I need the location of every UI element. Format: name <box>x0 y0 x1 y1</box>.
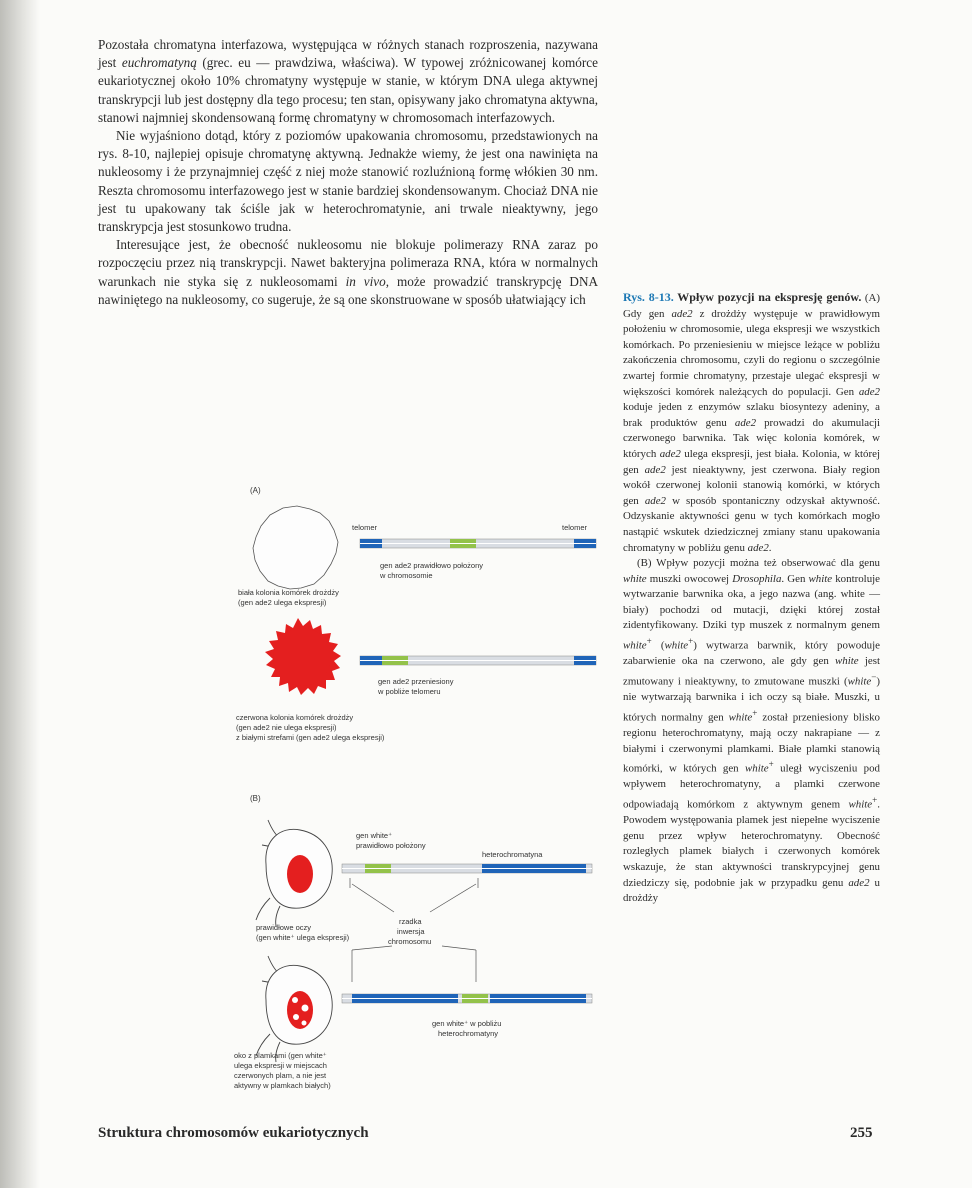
normal-eye-label-1: prawidłowe oczy <box>256 923 312 932</box>
page-number: 255 <box>850 1125 873 1141</box>
spotted-eye-label-1: oko z plamkami (gen white⁺ <box>234 1051 327 1060</box>
fly-head-spotted <box>256 956 332 1062</box>
inversion-label-2: inwersja <box>397 927 425 936</box>
paragraph-active-chromatin: Nie wyjaśniono dotąd, który z poziomów upakowania chromosomu, przedstawionych na rys. 8-10, najlepiej opisuje chromatynę aktywną. Jednakże wiemy, że jest ona nawinięta na nukleosomy i że przynajmniej część z niej może stanowić rozluźnioną formę włókien 30 nm. Reszta chromosomu interfazowego jest w stanie bardziej skondensowanym. Chociaż DNA nie jest tu upakowany tak ściśle jak w heterochromatynie, ani trwale nieaktywny, jego transkrypcja jest stosunkowo trudna. <box>98 128 598 235</box>
spotted-eye-label-2: ulega ekspresji w miejscach <box>234 1061 327 1070</box>
red-colony-label-1: czerwona kolonia komórek drożdży <box>236 713 354 722</box>
chromosome-ade2-normal <box>360 539 596 548</box>
spotted-eye <box>287 991 313 1029</box>
inversion-label-1: rzadka <box>399 917 422 926</box>
paragraph-euchromatin: Pozostała chromatyna interfazowa, występująca w różnych stanach rozproszenia, nazywana jest euchromatyną (grec. eu — prawdziwa, właściwa). W typowej zróżnicowanej komórce eukariotycznej około 10% chromatyny występuje w stanie, w którym DNA ulega aktywnej transkrypcji lub jest dostępny dla tego procesu; ten stan, opisywany jako chromatyna aktywna, stanowi najmniej skondensowaną formę chromatyny w chromosomach interfazowych. <box>98 37 598 125</box>
telomer-left-label: telomer <box>352 523 378 532</box>
fly-head-normal <box>256 820 332 926</box>
white-yeast-colony <box>253 506 338 589</box>
white-colony-label-2: (gen ade2 ulega ekspresji) <box>238 598 327 607</box>
chromosome-white-inverted <box>342 994 592 1003</box>
inversion-label-3: chromosomu <box>388 937 432 946</box>
caption-number: Rys. 8-13. <box>623 290 674 304</box>
telomer-right-label: telomer <box>562 523 588 532</box>
panel-a-label: (A) <box>250 486 261 495</box>
spotted-eye-label-4: aktywny w plamkach białych) <box>234 1081 331 1090</box>
spotted-eye-label-3: czerwonych plam, a nie jest <box>234 1071 327 1080</box>
gene-normal-label-1: gen ade2 prawidłowo położony <box>380 561 483 570</box>
paragraph-rna-polymerase: Interesujące jest, że obecność nukleosomu nie blokuje polimerazy RNA zaraz po rozpoczęciu przez nią transkrypcji. Nawet bakteryjna polimeraza RNA, która w normalnych warunkach nie styka się z nukleosomami in vivo, może prowadzić transkrypcję DNA nawiniętego na nukleosomy, co sugeruje, że są one skonstruowane w sposób ułatwiający ich <box>98 237 598 307</box>
near-het-label-1: gen white⁺ w pobliżu <box>432 1019 502 1028</box>
red-colony-core <box>273 628 331 686</box>
near-het-label-2: heterochromatyny <box>438 1029 499 1038</box>
caption-title: Wpływ pozycji na ekspresję genów. <box>677 290 862 304</box>
chromosome-white-normal <box>342 864 592 888</box>
white-colony-label-1: biała kolonia komórek drożdży <box>238 588 339 597</box>
panel-b-label: (B) <box>250 794 261 803</box>
red-colony-label-2: (gen ade2 nie ulega ekspresji) <box>236 723 337 732</box>
white-gene-label-1: gen white⁺ <box>356 831 393 840</box>
chromosome-ade2-moved <box>360 656 596 665</box>
red-colony-label-3: z białymi strefami (gen ade2 ulega ekspresji) <box>236 733 385 742</box>
caption-part-a: Rys. 8-13. Wpływ pozycji na ekspresję genów. (A) Gdy gen ade2 z drożdży występuje w prawidłowym położeniu w chromosomie, ulega ekspresji we wszystkich komórkach. Po przeniesieniu w miejsce leżące w pobliżu zakończenia chromosomu, czyli do regionu o szczególnie zwartej formie chromatyny, przestaje ulegać ekspresji w większości komórek należących do populacji. Gen ade2 koduje jeden z enzymów szlaku biosyntezy adeniny, a brak produktów genu ade2 prowadzi do akumulacji czerwonego barwnika. Tak więc kolonia komórek, w których ade2 ulega ekspresji, jest biała. Kolonia, w której gen ade2 jest nieaktywny, jest czerwona. Biały region wokół czerwonej kolonii stanowią komórki, w których gen ade2 w sposób spontaniczny odzyskał aktywność. Odzyskanie aktywności genu w tych komórkach mogło nastąpić wskutek dziedzicznej zmiany stanu upakowania chromatyny w pobliżu genu ade2. <box>623 290 881 554</box>
normal-eye-label-2: (gen white⁺ ulega ekspresji) <box>256 933 350 942</box>
running-footer-title: Struktura chromosomów eukariotycznych <box>98 1125 369 1141</box>
white-gene-label-2: prawidłowo położony <box>356 841 426 850</box>
gene-normal-label-2: w chromosomie <box>380 571 433 580</box>
gene-moved-label-1: gen ade2 przeniesiony <box>378 677 454 686</box>
heterochromatin-label: heterochromatyna <box>482 850 543 859</box>
red-eye <box>287 855 313 893</box>
caption-part-b: (B) Wpływ pozycji można też obserwować dla genu white muszki owocowej Drosophila. Gen white kontroluje wytwarzanie barwnika oka, a jego nazwa (ang. white — biały) pochodzi od mutacji, dzięki której został zidentyfikowany. Dziki typ muszek z normalnym genem white+ (white+) wytwarza barwnik, który powoduje zabarwienie oka na czerwono, ale gdy gen white jest zmutowany i nieaktywny, to zmutowane muszki (white−) nie wytwarzają barwnika i ich oczy są białe. Muszki, u których normalny gen white+ został przeniesiony blisko regionu heterochromatyny, mają oczy nakrapiane — z białymi i czerwonymi plamkami. Białe plamki stanowią komórki, w których gen white+ uległ wyciszeniu pod wpływem heterochromatyny, a plamki czerwone odpowiadają komórkom z aktywnym genem white+. Powodem występowania plamek jest niepełne wyciszenie genu przez wpływ heterochromatyny. Obecność rozległych plamek białych i czerwonych komórek wskazuje, że stan aktywności transkrypcyjnej genu dziedziczy się, podobnie jak w przypadku genu ade2 u drożdży <box>623 557 881 905</box>
gene-moved-label-2: w pobliże telomeru <box>378 687 441 696</box>
